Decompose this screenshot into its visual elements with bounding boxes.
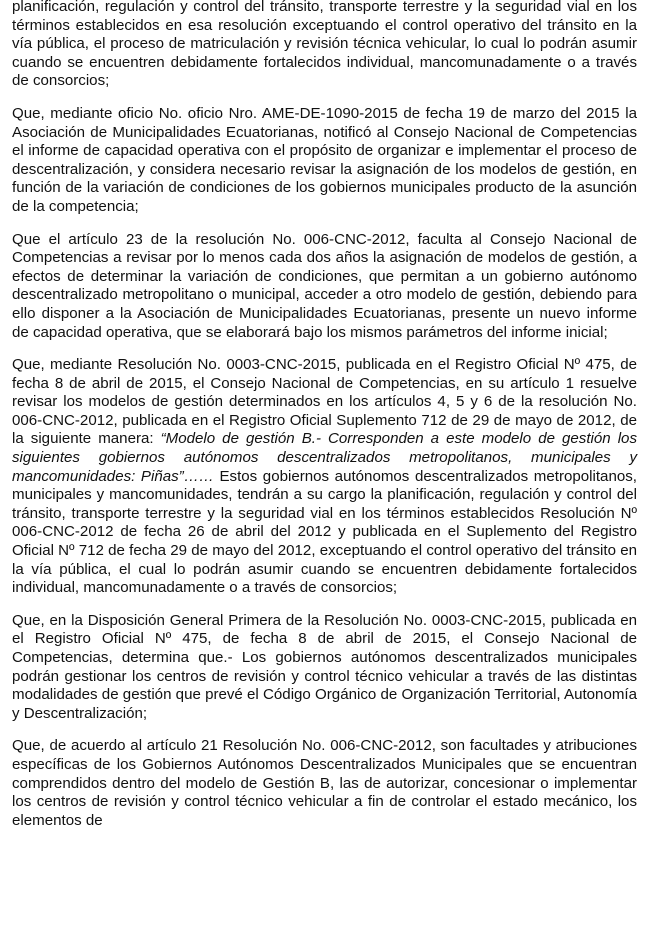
paragraph-resolucion-0003-part1: Que, mediante Resolución No. 0003-CNC-2015, publicada en el Registro Oficial Nº 475, de fecha 8 de abril de 2015, el Consejo Nacional de Competencias, en su artículo 1 resuelve revisar los modelos de gestión determinados en los artículos 4, 5 y 6 de la resolución No. 006-CNC-2012, publicada en el Registro Oficial Suplemento 712 de 29 de mayo de 2012, de la siguiente manera: (12, 356, 637, 448)
paragraph-articulo-23: Que el artículo 23 de la resolución No. 006-CNC-2012, faculta al Consejo Nacional de Competencias a revisar por lo menos cada dos años la asignación de modelos de gestión, a efectos de determinar la variación de condiciones, que permitan a un gobierno autónomo descentralizado metropolitano o municipal, acceder a otro modelo de gestión, debiendo para ello disponer a la Asociación de Municipalidades Ecuatorianas, presente un nuevo informe de capacidad operativa, que se elaborará bajo los mismos parámetros del informe inicial; (12, 230, 637, 341)
paragraph-resolucion-0003 (12, 356, 637, 598)
paragraph-continuation: planificación, regulación y control del tránsito, transporte terrestre y la seguridad vial en los términos establecidos en esa resolución exceptuando el control operativo del tránsito en la vía pública, el proceso de matriculación y revisión técnica vehicular, lo cual lo podrán asumir cuando se encuentren debidamente fortalecidos individual, mancomunadamente o a través de consorcios; (12, 0, 637, 90)
paragraph-resolucion-0003-quote: “Modelo de gestión B.- Corresponden a este modelo de gestión los siguientes gobiernos autónomos descentralizados metropolitanos, municipales y mancomunidades: Piñas”…… (12, 430, 637, 485)
paragraph-disposicion-general: Que, en la Disposición General Primera de la Resolución No. 0003-CNC-2015, publicada en el Registro Oficial Nº 475, de fecha 8 de abril de 2015, el Consejo Nacional de Competencias, determina que.- Los gobiernos autónomos descentralizados municipales podrán gestionar los centros de revisión y control técnico vehicular a través de las distintas modalidades de gestión que prevé el Código Orgánico de Organización Territorial, Autonomía y Descentralización; (12, 611, 637, 722)
paragraph-articulo-21: Que, de acuerdo al artículo 21 Resolución No. 006-CNC-2012, son facultades y atribuciones específicas de los Gobiernos Autónomos Descentralizados Municipales que se encuentran comprendidos dentro del modelo de Gestión B, las de autorizar, concesionar o implementar los centros de revisión y control técnico vehicular a fin de controlar el estado mecánico, los elementos de (12, 737, 637, 829)
paragraph-oficio-ame: Que, mediante oficio No. oficio Nro. AME-DE-1090-2015 de fecha 19 de marzo del 2015 la Asociación de Municipalidades Ecuatorianas, notificó al Consejo Nacional de Competencias el informe de capacidad operativa con el propósito de organizar e implementar el proceso de descentralización, y considera necesario revisar la asignación de los modelos de gestión, en función de la variación de condiciones de los gobiernos municipales producto de la asunción de la competencia; (12, 104, 637, 215)
paragraph-resolucion-0003-part2: Estos gobiernos autónomos descentralizados metropolitanos, municipales y mancomunidades, tendrán a su cargo la planificación, regulación y control del tránsito, transporte terrestre y la seguridad vial en los términos establecidos Resolución Nº 006-CNC-2012 de fecha 26 de abril del 2012 y publicada en el Suplemento del Registro Oficial Nº 712 de fecha 29 de mayo del 2012, exceptuando el control operativo del tránsito en la vía pública, el cual lo podrán asumir cuando se encuentren debidamente fortalecidos individual, mancomunadamente o a través de consorcios; (12, 467, 637, 597)
